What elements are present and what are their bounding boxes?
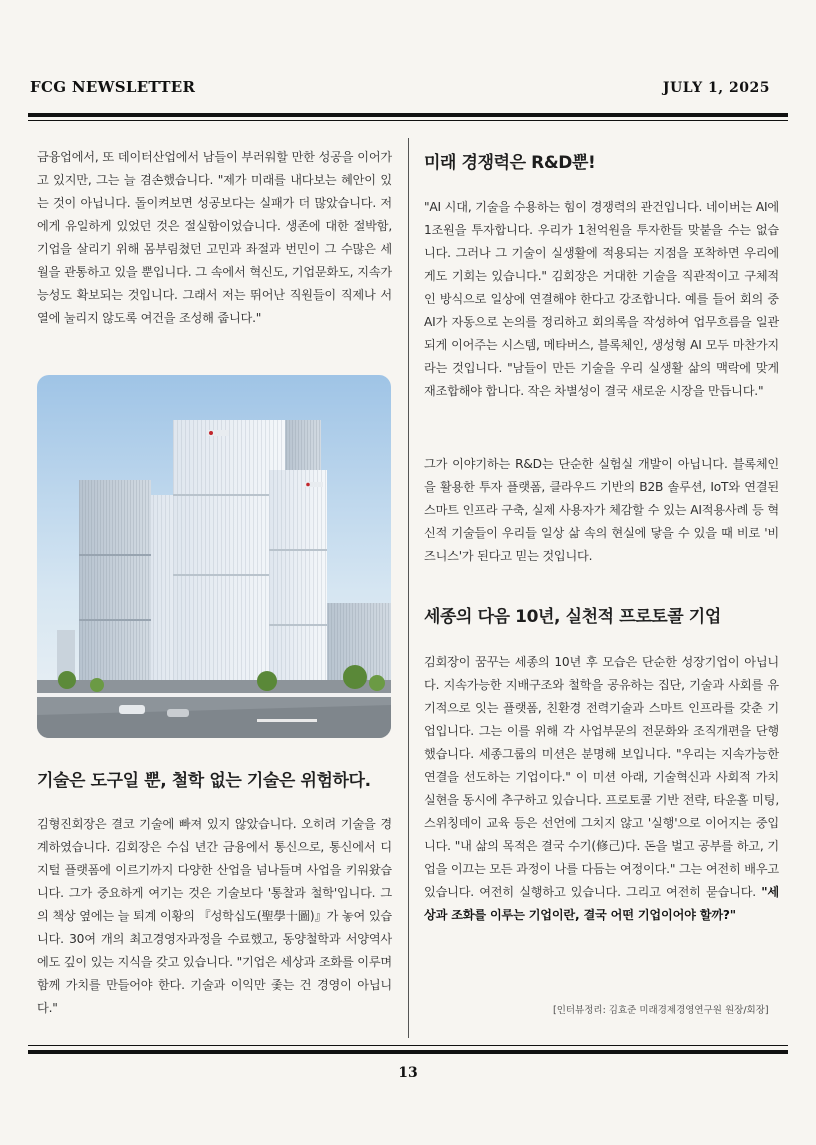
header-rule-thin bbox=[28, 120, 788, 121]
section-heading-rnd: 미래 경쟁력은 R&D뿐! bbox=[424, 153, 596, 173]
footer-rule-thick bbox=[28, 1050, 788, 1054]
rnd-paragraph-2: 그가 이야기하는 R&D는 단순한 실험실 개발이 아닙니다. 블록체인을 활용한 투자 플랫폼, 클라우드 기반의 B2B 솔루션, IoT와 연결된 스마트 인프라 구축, 실제 사용자가 체감할 수 있는 AI적용사례 등 혁신적 기술들이 우리들 일상 삶 속의 현실에 닿을 수 있을 때 비로 '비즈니스'가 된다고 믿는 것입니다. bbox=[424, 457, 779, 563]
header-rule-thick bbox=[28, 113, 788, 117]
closing-question: "세상과 조화를 이루는 기업이란, 결국 어떤 기업이어야 할까?" bbox=[424, 885, 779, 922]
footer-rule-thin bbox=[28, 1045, 788, 1046]
technology-paragraph: 김형진회장은 결코 기술에 빠져 있지 않았습니다. 오히려 기술을 경계하였습니다. 김회장은 수십 년간 금융에서 통신으로, 통신에서 디지털 플랫폼에 이르기까지 다양한 산업을 넘나들며 사업을 키워왔습니다. 그가 중요하게 여기는 것은 기술보다 '통찰과 철학'입니다. 그의 책상 옆에는 늘 퇴계 이황의 『성학십도(聖學十圖)』가 놓여 있습니다. 30여 개의 최고경영자과정을 수료했고, 동양철학과 서양역사에도 깊이 있는 지식을 갖고 있습니다. "기업은 세상과 조화를 이루며 함께 가치를 만들어야 한다. 기술과 이익만 좇는 건 경영이 아닙니다." bbox=[37, 817, 392, 1015]
section-heading-next-decade: 세종의 다음 10년, 실천적 프로토콜 기업 bbox=[424, 607, 721, 627]
next-decade-text: 김회장이 꿈꾸는 세종의 10년 후 모습은 단순한 성장기업이 아닙니다. 지속가능한 지배구조와 철학을 공유하는 집단, 기술과 사회를 유기적으로 잇는 플랫폼, 친환경 전력기술과 스마트 인프라를 갖춘 기업입니다. 그는 이를 위해 각 사업부문의 전문화와 조직개편을 단행했습니다. 세종그룹의 미션은 분명해 보입니다. "우리는 지속가능한 연결을 선도하는 기업이다." 이 미션 아래, 기술혁신과 사회적 가치 실현을 동시에 추구하고 있습니다. 프로토콜 기반 전략, 타운홀 미팅, 스위칭데이 교육 등은 선언에 그치지 않고 '실행'으로 이어지는 중입니다. "내 삶의 목적은 결국 수기(修己)다. 돈을 벌고 공부를 하고, 기업을 이끄는 모든 과정이 나를 다듬는 여정이다." 그는 여전히 배우고 있습니다. 여전히 실행하고 있습니다. 그리고 여전히 묻습니다. bbox=[424, 655, 779, 899]
publication-name: FCG NEWSLETTER bbox=[30, 78, 196, 96]
column-divider bbox=[408, 138, 409, 1038]
page-number: 13 bbox=[398, 1065, 418, 1081]
intro-paragraph: 금융업에서, 또 데이터산업에서 남들이 부러워할 만한 성공을 이어가고 있지만, 그는 늘 겸손했습니다. "제가 미래를 내다보는 혜안이 있는 것이 아닙니다. 돌이켜보면 성공보다는 실패가 더 많았습니다. 저에게 유일하게 있었던 것은 절실함이었습니다. 생존에 대한 절박함, 기업을 살리기 위해 몸부림쳤던 고민과 좌절과 번민이 그 수많은 세월을 관통하고 있을 뿐입니다. 그 속에서 혁신도, 기업문화도, 지속가능성도 확보되는 것입니다. 그래서 저는 뛰어난 직원들이 직제나 서열에 눌리지 않도록 여건을 조성해 줍니다." bbox=[37, 150, 392, 325]
interview-credit: [인터뷰정리: 김효준 미래경제경영연구원 원장/회장] bbox=[553, 1005, 769, 1016]
building-photo bbox=[37, 375, 391, 738]
section-heading-technology: 기술은 도구일 뿐, 철학 없는 기술은 위험하다. bbox=[37, 771, 371, 791]
next-decade-paragraph bbox=[424, 651, 779, 927]
rnd-paragraph-1: "AI 시대, 기술을 수용하는 힘이 경쟁력의 관건입니다. 네이버는 AI에 1조원을 투자합니다. 우리가 1천억원을 투자한들 맞붙을 수는 없습니다. 그러나 그 기술이 실생활에 적용되는 지점을 포착하면 우리에게도 기회는 있습니다." 김회장은 거대한 기술을 직관적이고 구체적인 방식으로 일상에 연결해야 한다고 강조합니다. 예를 들어 회의 중 AI가 자동으로 논의를 정리하고 회의록을 작성하여 업무흐름을 일관되게 이어주는 시스템, 메타버스, 블록체인, 생성형 AI 모두 마찬가지라는 것입니다. "남들이 만든 기술을 우리 실생활 삶의 맥락에 맞게 재조합해야 합니다. 작은 차별성이 결국 새로운 시장을 만듭니다." bbox=[424, 200, 779, 398]
issue-date: JULY 1, 2025 bbox=[662, 80, 770, 96]
